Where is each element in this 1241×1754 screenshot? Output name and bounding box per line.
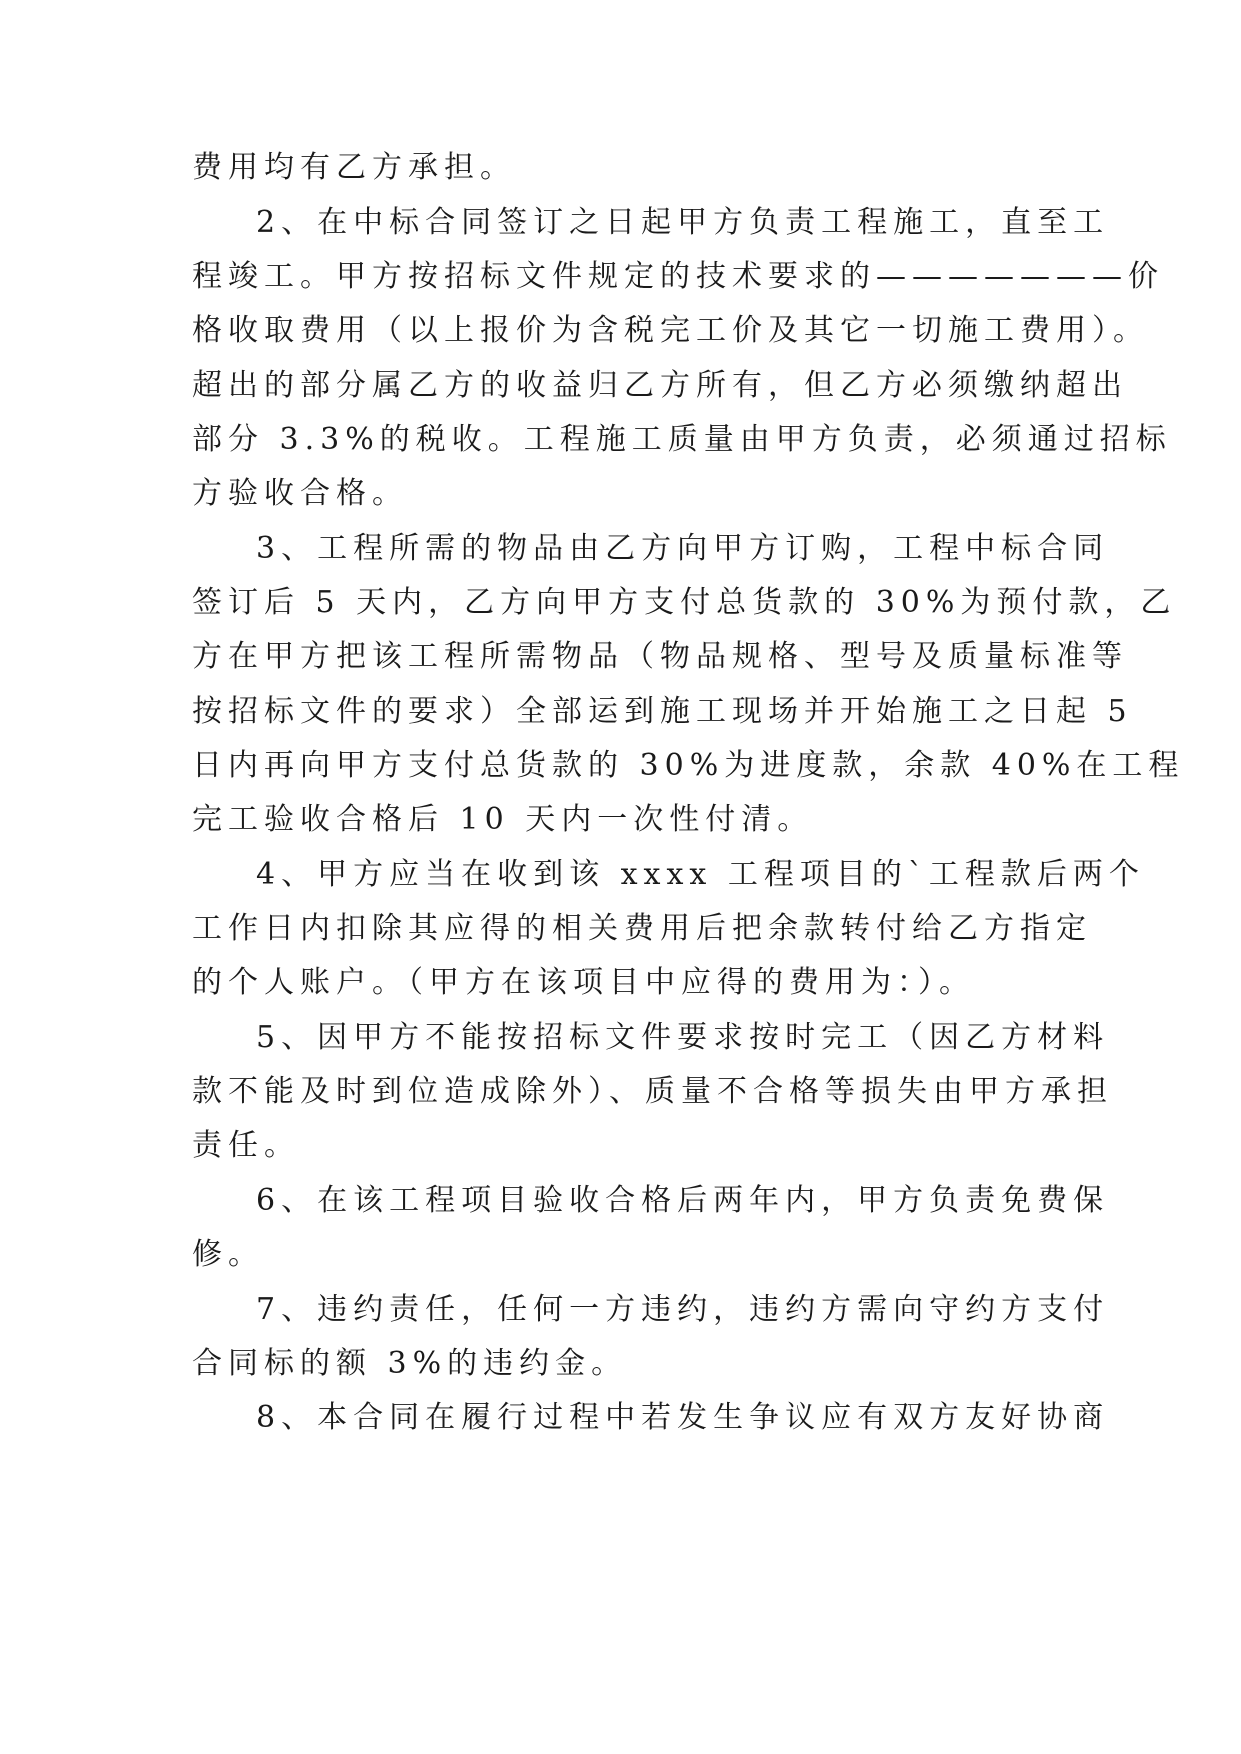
text-line: 2、在中标合同签订之日起甲方负责工程施工，直至工 — [256, 205, 1110, 240]
text-line: 7、违约责任，任何一方违约，违约方需向守约方支付 — [256, 1292, 1110, 1327]
text-line: 8、本合同在履行过程中若发生争议应有双方友好协商 — [256, 1400, 1110, 1435]
text-line: 工作日内扣除其应得的相关费用后把余款转付给乙方指定 — [192, 911, 1092, 946]
text-line: 合同标的额 3%的违约金。 — [192, 1346, 628, 1381]
text-line: 完工验收合格后 10 天内一次性付清。 — [192, 802, 814, 837]
text-line: 方在甲方把该工程所需物品（物品规格、型号及质量标准等 — [192, 639, 1128, 674]
text-line: 日内再向甲方支付总货款的 30%为进度款，余款 40%在工程 — [192, 748, 1185, 783]
text-line: 超出的部分属乙方的收益归乙方所有，但乙方必须缴纳超出 — [192, 368, 1128, 403]
text-line: 3、工程所需的物品由乙方向甲方订购，工程中标合同 — [256, 531, 1110, 566]
text-line: 6、在该工程项目验收合格后两年内，甲方负责免费保 — [256, 1183, 1110, 1218]
text-line: 部分 3.3%的税收。工程施工质量由甲方负责，必须通过招标 — [192, 422, 1172, 457]
text-line: 5、因甲方不能按招标文件要求按时完工（因乙方材料 — [256, 1020, 1110, 1055]
text-line: 方验收合格。 — [192, 476, 408, 511]
text-line: 修。 — [192, 1237, 264, 1272]
text-line: 签订后 5 天内，乙方向甲方支付总货款的 30%为预付款，乙 — [192, 585, 1177, 620]
text-line: 格收取费用（以上报价为含税完工价及其它一切施工费用）。 — [192, 313, 1149, 348]
text-line: 按招标文件的要求）全部运到施工现场并开始施工之日起 5 — [192, 694, 1133, 729]
text-line: 责任。 — [192, 1128, 300, 1163]
text-line: 4、甲方应当在收到该 xxxx 工程项目的`工程款后两个 — [256, 857, 1145, 892]
text-line: 费用均有乙方承担。 — [192, 150, 516, 185]
text-line: 款不能及时到位造成除外）、质量不合格等损失由甲方承担 — [192, 1074, 1113, 1109]
text-line: 的个人账户。（甲方在该项目中应得的费用为：）。 — [192, 965, 975, 1000]
text-line: 程竣工。甲方按招标文件规定的技术要求的———————价 — [192, 259, 1164, 294]
